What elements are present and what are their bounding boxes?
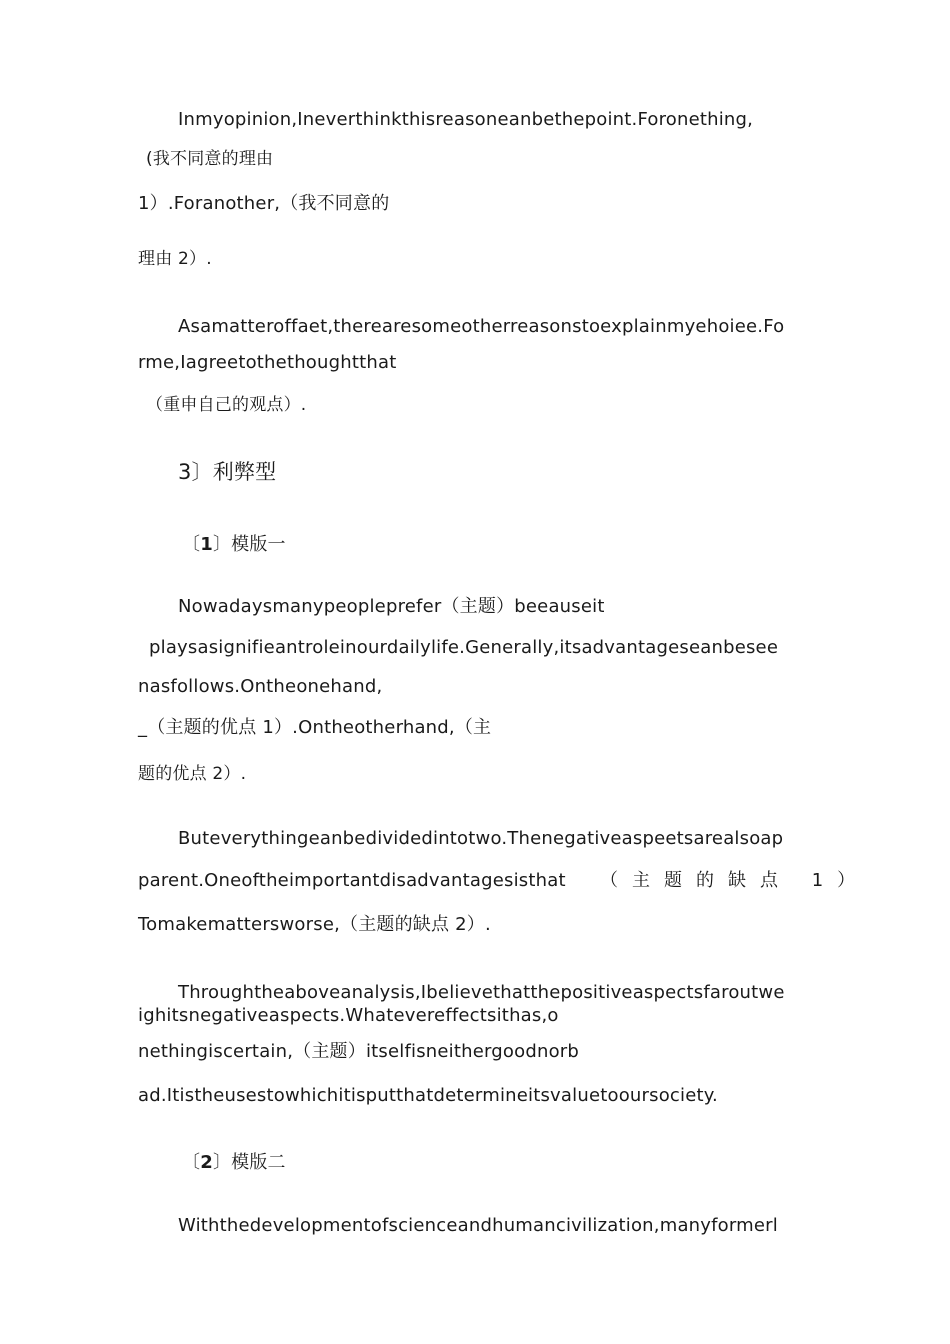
text-line: (我不同意的理由 — [146, 149, 274, 169]
subsection-title: 〕模版二 — [212, 1152, 286, 1173]
text-line: Withthedevelopmentofscienceandhumancivilization,manyformerl — [178, 1215, 778, 1236]
subsection-bracket: 〔 — [182, 534, 201, 555]
text-line: Nowadaysmanypeopleprefer（主题）beeauseit — [178, 596, 605, 617]
subsection-title: 〕模版一 — [212, 534, 286, 555]
text-line: 题的优点 2）. — [138, 764, 247, 784]
text-line: Inmyopinion,Ineverthinkthisreasoneanbethepoint.Foronething, — [178, 109, 754, 130]
text-line: 理由 2）. — [138, 249, 212, 269]
text-line: Buteverythingeanbedividedintotwo.Thenegativeaspeetsarealsoap — [178, 828, 784, 849]
subsection-bracket: 〔 — [182, 1152, 201, 1173]
text-line: playsasignifieantroleinourdailylife.Generally,itsadvantageseanbesee — [149, 637, 779, 658]
text-line: ad.Itistheusestowhichitisputthatdetermineitsvaluetooursociety. — [138, 1085, 718, 1106]
text-line: parent.Oneoftheimportantdisadvantagesisthat — [138, 870, 566, 891]
subsection-heading — [182, 1151, 286, 1175]
text-line: rme,Iagreetothethoughtthat — [138, 352, 397, 373]
text-line: nasfollows.Ontheonehand, — [138, 676, 383, 697]
text-line: _（主题的优点 1）.Ontheotherhand,（主 — [138, 717, 492, 738]
subsection-number: 1 — [200, 534, 213, 555]
text-line: Throughtheaboveanalysis,Ibelievethatthepositiveaspectsfaroutwe — [178, 982, 785, 1003]
text-line: Asamatteroffaet,therearesomeotherreasonstoexplainmyehoiee.Fo — [178, 316, 785, 337]
text-line: Tomakemattersworse,（主题的缺点 2）. — [138, 914, 491, 935]
section-heading: 3〕利弊型 — [178, 460, 277, 484]
subsection-heading — [182, 533, 286, 557]
text-line: ighitsnegativeaspects.Whatevereffectsithas,o — [138, 1005, 559, 1026]
subsection-number: 2 — [200, 1152, 213, 1173]
text-line: （重申自己的观点）. — [146, 395, 307, 415]
text-line: （主题的缺点 1） — [600, 870, 870, 891]
text-line: nethingiscertain,（主题）itselfisneithergoodnorb — [138, 1041, 580, 1062]
text-line: 1）.Foranother,（我不同意的 — [138, 193, 390, 214]
